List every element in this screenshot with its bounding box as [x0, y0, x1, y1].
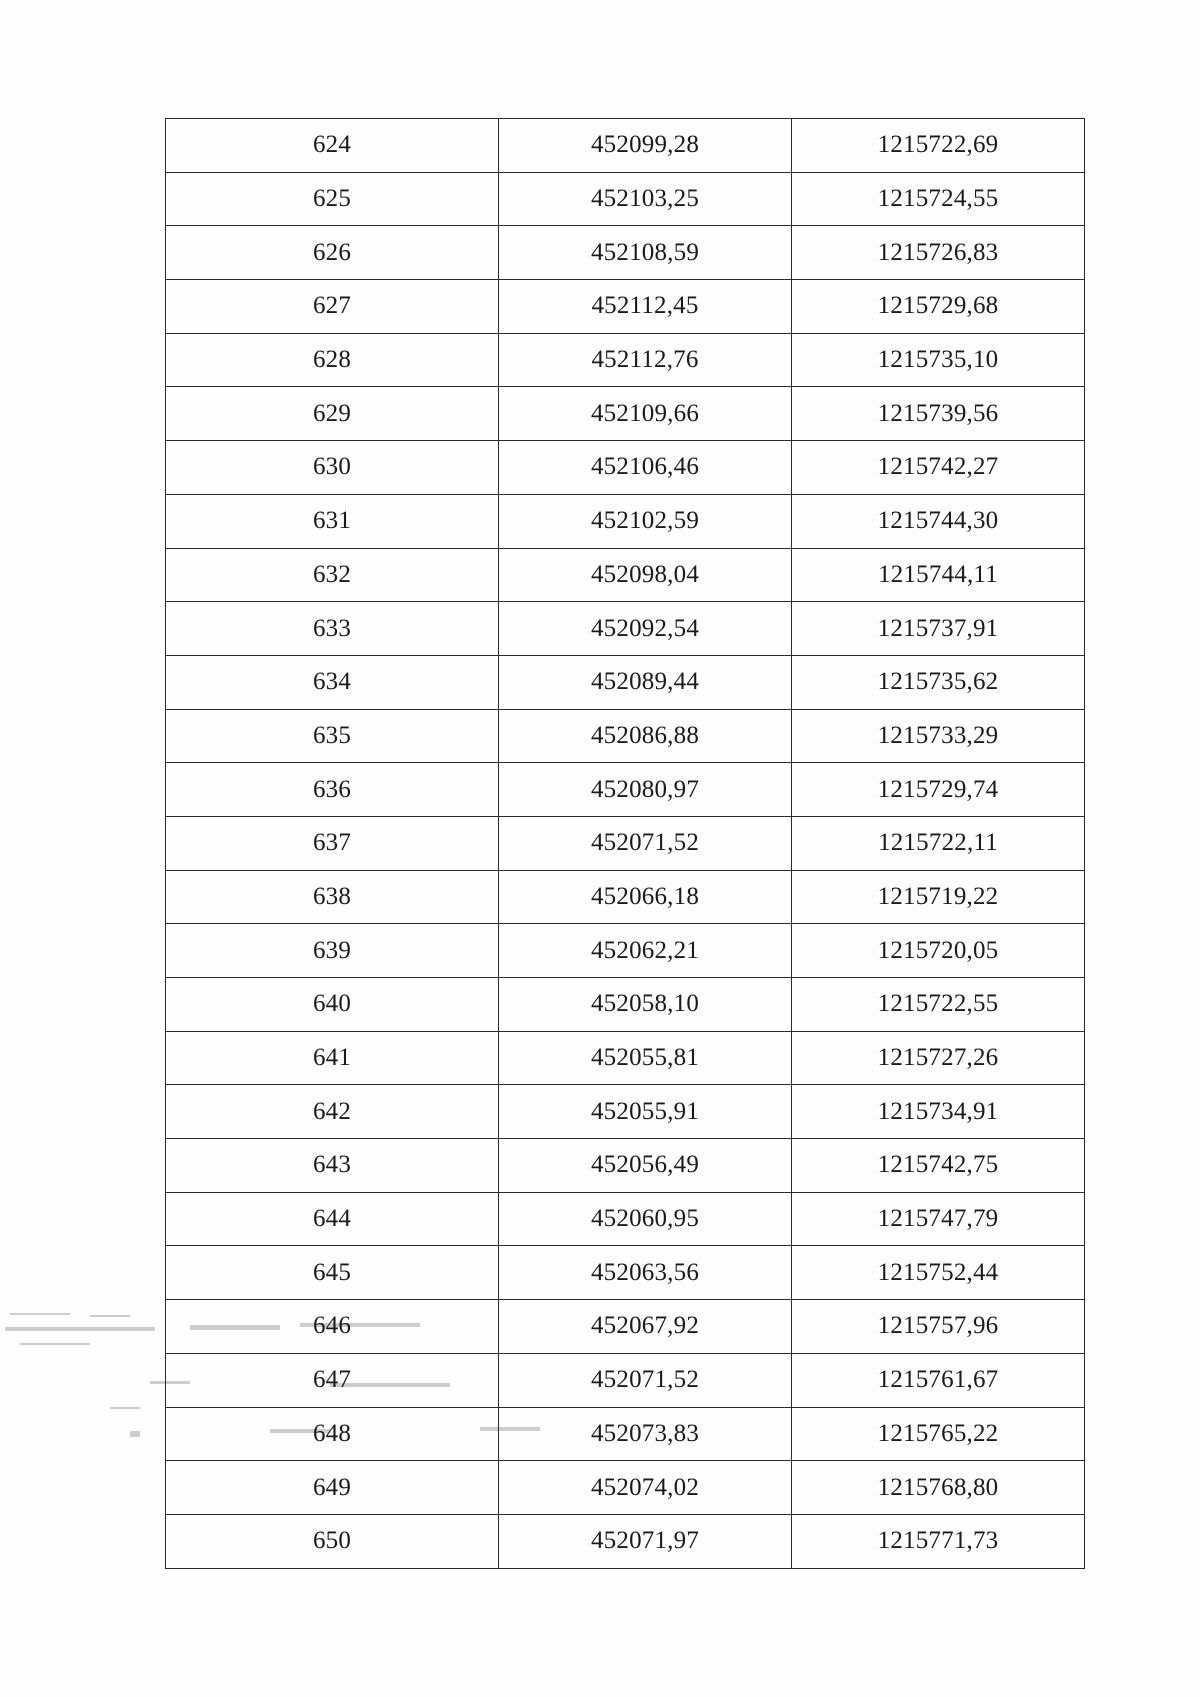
y-coordinate-cell: 1215729,68	[792, 280, 1085, 334]
y-coordinate-cell: 1215771,73	[792, 1514, 1085, 1568]
point-number-cell: 647	[166, 1353, 499, 1407]
x-coordinate-cell: 452066,18	[499, 870, 792, 924]
point-number-cell: 645	[166, 1246, 499, 1300]
table-row	[166, 1031, 1085, 1085]
y-coordinate-cell: 1215742,27	[792, 441, 1085, 495]
y-coordinate-cell: 1215739,56	[792, 387, 1085, 441]
x-coordinate-cell: 452055,91	[499, 1085, 792, 1139]
y-coordinate-cell: 1215722,69	[792, 119, 1085, 173]
y-coordinate-cell: 1215722,11	[792, 816, 1085, 870]
x-coordinate-cell: 452080,97	[499, 763, 792, 817]
table-row	[166, 119, 1085, 173]
x-coordinate-cell: 452071,97	[499, 1514, 792, 1568]
coordinates-table-body	[166, 119, 1085, 1569]
x-coordinate-cell: 452074,02	[499, 1461, 792, 1515]
point-number-cell: 625	[166, 172, 499, 226]
table-row	[166, 816, 1085, 870]
point-number-cell: 646	[166, 1300, 499, 1354]
y-coordinate-cell: 1215742,75	[792, 1139, 1085, 1193]
table-row	[166, 226, 1085, 280]
point-number-cell: 636	[166, 763, 499, 817]
table-row	[166, 655, 1085, 709]
point-number-cell: 643	[166, 1139, 499, 1193]
table-row	[166, 1407, 1085, 1461]
table-row	[166, 494, 1085, 548]
x-coordinate-cell: 452109,66	[499, 387, 792, 441]
y-coordinate-cell: 1215737,91	[792, 602, 1085, 656]
point-number-cell: 649	[166, 1461, 499, 1515]
point-number-cell: 630	[166, 441, 499, 495]
y-coordinate-cell: 1215727,26	[792, 1031, 1085, 1085]
point-number-cell: 650	[166, 1514, 499, 1568]
point-number-cell: 631	[166, 494, 499, 548]
y-coordinate-cell: 1215734,91	[792, 1085, 1085, 1139]
point-number-cell: 628	[166, 333, 499, 387]
point-number-cell: 632	[166, 548, 499, 602]
x-coordinate-cell: 452067,92	[499, 1300, 792, 1354]
y-coordinate-cell: 1215765,22	[792, 1407, 1085, 1461]
y-coordinate-cell: 1215757,96	[792, 1300, 1085, 1354]
table-row	[166, 709, 1085, 763]
point-number-cell: 639	[166, 924, 499, 978]
x-coordinate-cell: 452062,21	[499, 924, 792, 978]
x-coordinate-cell: 452106,46	[499, 441, 792, 495]
x-coordinate-cell: 452056,49	[499, 1139, 792, 1193]
table-row	[166, 1246, 1085, 1300]
point-number-cell: 633	[166, 602, 499, 656]
table-row	[166, 441, 1085, 495]
y-coordinate-cell: 1215747,79	[792, 1192, 1085, 1246]
y-coordinate-cell: 1215768,80	[792, 1461, 1085, 1515]
point-number-cell: 627	[166, 280, 499, 334]
point-number-cell: 624	[166, 119, 499, 173]
y-coordinate-cell: 1215752,44	[792, 1246, 1085, 1300]
x-coordinate-cell: 452058,10	[499, 978, 792, 1032]
table-row	[166, 548, 1085, 602]
y-coordinate-cell: 1215719,22	[792, 870, 1085, 924]
table-row	[166, 602, 1085, 656]
table-row	[166, 387, 1085, 441]
y-coordinate-cell: 1215724,55	[792, 172, 1085, 226]
table-row	[166, 763, 1085, 817]
y-coordinate-cell: 1215720,05	[792, 924, 1085, 978]
point-number-cell: 641	[166, 1031, 499, 1085]
point-number-cell: 642	[166, 1085, 499, 1139]
table-row	[166, 1353, 1085, 1407]
coordinates-table	[165, 118, 1085, 1569]
x-coordinate-cell: 452089,44	[499, 655, 792, 709]
y-coordinate-cell: 1215735,10	[792, 333, 1085, 387]
point-number-cell: 634	[166, 655, 499, 709]
point-number-cell: 635	[166, 709, 499, 763]
x-coordinate-cell: 452108,59	[499, 226, 792, 280]
table-row	[166, 1514, 1085, 1568]
point-number-cell: 626	[166, 226, 499, 280]
y-coordinate-cell: 1215744,11	[792, 548, 1085, 602]
table-row	[166, 870, 1085, 924]
x-coordinate-cell: 452060,95	[499, 1192, 792, 1246]
x-coordinate-cell: 452063,56	[499, 1246, 792, 1300]
point-number-cell: 648	[166, 1407, 499, 1461]
y-coordinate-cell: 1215729,74	[792, 763, 1085, 817]
x-coordinate-cell: 452092,54	[499, 602, 792, 656]
table-row	[166, 1192, 1085, 1246]
x-coordinate-cell: 452055,81	[499, 1031, 792, 1085]
y-coordinate-cell: 1215733,29	[792, 709, 1085, 763]
y-coordinate-cell: 1215744,30	[792, 494, 1085, 548]
x-coordinate-cell: 452098,04	[499, 548, 792, 602]
x-coordinate-cell: 452099,28	[499, 119, 792, 173]
table-row	[166, 172, 1085, 226]
table-row	[166, 1461, 1085, 1515]
table-row	[166, 924, 1085, 978]
table-row	[166, 1300, 1085, 1354]
table-row	[166, 978, 1085, 1032]
x-coordinate-cell: 452112,76	[499, 333, 792, 387]
y-coordinate-cell: 1215735,62	[792, 655, 1085, 709]
x-coordinate-cell: 452102,59	[499, 494, 792, 548]
table-row	[166, 333, 1085, 387]
table-row	[166, 1139, 1085, 1193]
point-number-cell: 640	[166, 978, 499, 1032]
x-coordinate-cell: 452086,88	[499, 709, 792, 763]
y-coordinate-cell: 1215761,67	[792, 1353, 1085, 1407]
point-number-cell: 638	[166, 870, 499, 924]
x-coordinate-cell: 452073,83	[499, 1407, 792, 1461]
table-row	[166, 280, 1085, 334]
y-coordinate-cell: 1215722,55	[792, 978, 1085, 1032]
table-row	[166, 1085, 1085, 1139]
x-coordinate-cell: 452071,52	[499, 1353, 792, 1407]
y-coordinate-cell: 1215726,83	[792, 226, 1085, 280]
x-coordinate-cell: 452112,45	[499, 280, 792, 334]
point-number-cell: 644	[166, 1192, 499, 1246]
x-coordinate-cell: 452071,52	[499, 816, 792, 870]
point-number-cell: 637	[166, 816, 499, 870]
x-coordinate-cell: 452103,25	[499, 172, 792, 226]
point-number-cell: 629	[166, 387, 499, 441]
